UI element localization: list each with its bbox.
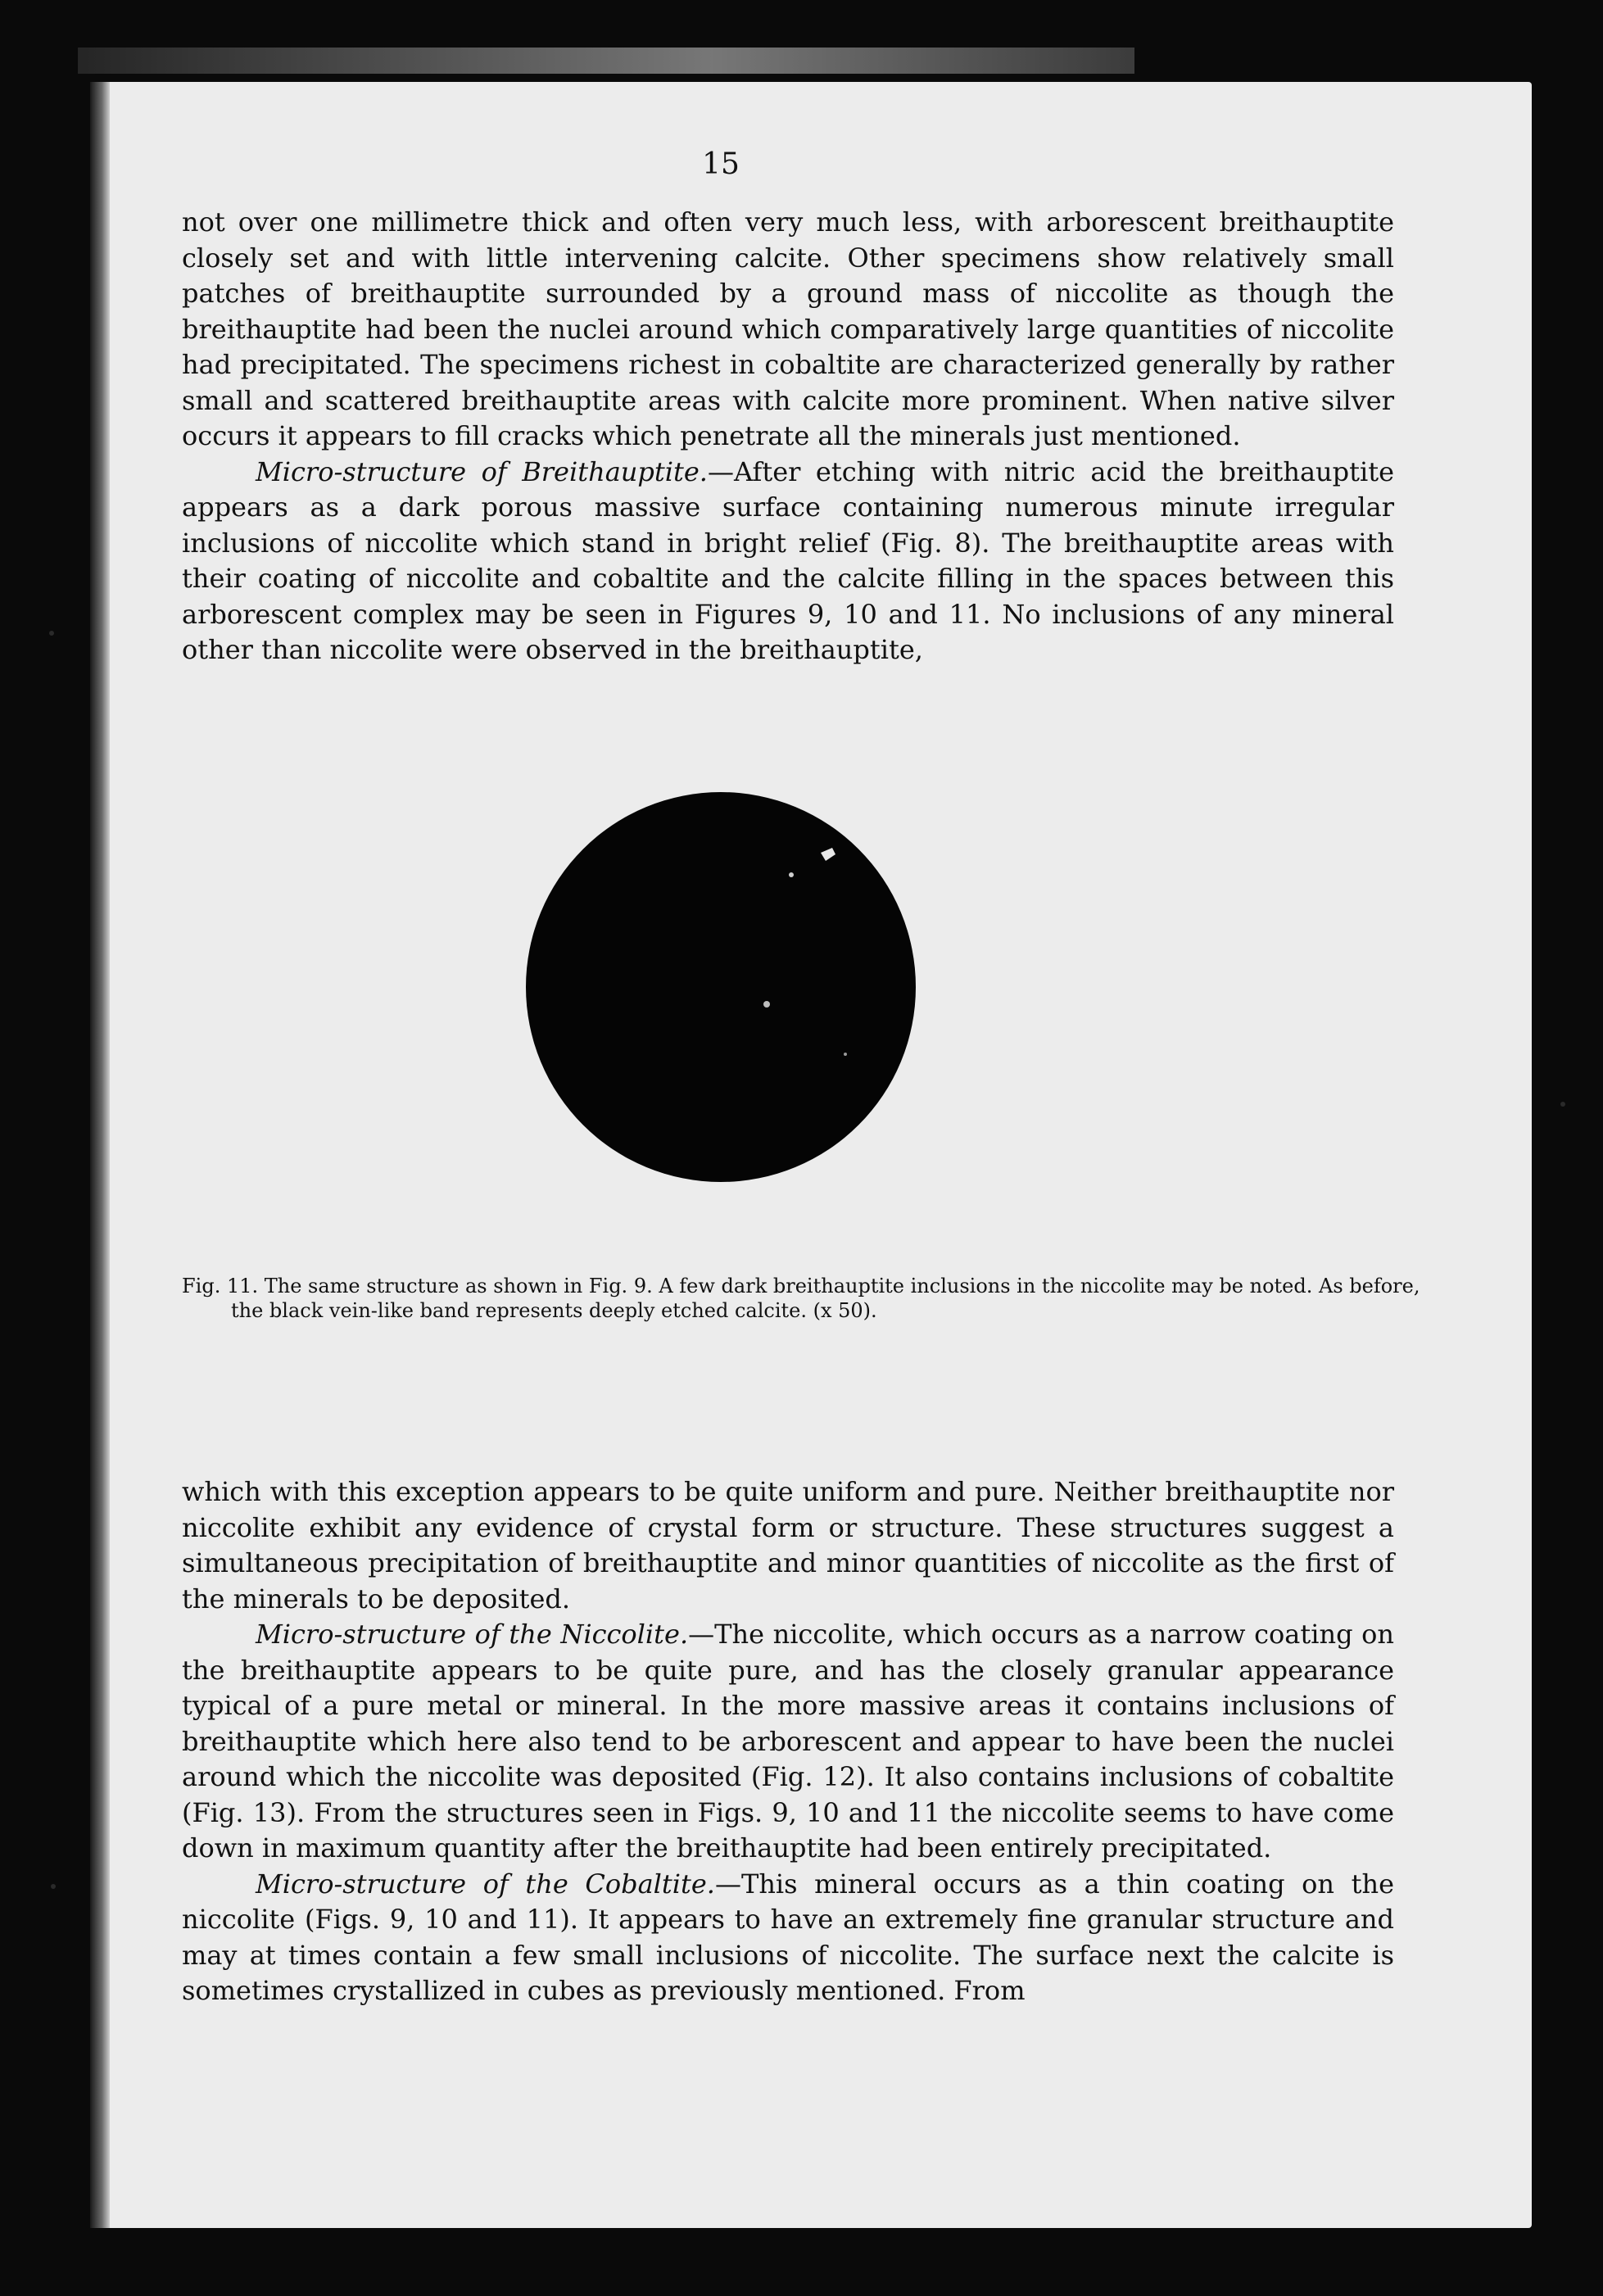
section-heading: Micro-structure of the Cobaltite.: [256, 1868, 715, 1900]
section-heading: Micro-structure of Breithauptite.: [256, 455, 708, 487]
paragraph: [182, 455, 1394, 668]
scan-top-edge: [78, 48, 1134, 74]
body-text-top: [182, 205, 1394, 668]
paragraph: [182, 1474, 1394, 1617]
page-number: 15: [702, 147, 740, 181]
binding-shadow: [90, 82, 110, 2228]
micrograph-disc: [526, 792, 916, 1182]
body-text-bottom: [182, 1474, 1394, 2009]
margin-speck: [51, 1884, 56, 1889]
paragraph: [182, 1867, 1394, 2009]
micrograph-highlight: [789, 872, 794, 877]
paragraph-text: not over one millimetre thick and often very much less, with arborescent breithauptite closely set and with little intervening calcite. Other specimens show relatively small patches of breithauptite surrounded by a ground mass of niccolite as though the breithauptite had been the nuclei around which comparatively large quantities of niccolite had precipitated. The specimens richest in cobaltite are characterized generally by rather small and scattered breithauptite areas with calcite more prominent. When native silver occurs it appears to fill cracks which penetrate all the minerals just mentioned.: [182, 206, 1394, 451]
paragraph: [182, 205, 1394, 455]
paragraph-text: —After etching with nitric acid the breithauptite appears as a dark porous massive surface containing numerous minute irregular inclusions of niccolite which stand in bright relief (Fig. 8). The breithauptite areas with their coating of niccolite and cobaltite and the calcite filling in the spaces between this arborescent complex may be seen in Figures 9, 10 and 11. No inclusions of any mineral other than niccolite were observed in the breithauptite,: [182, 455, 1395, 665]
micrograph-highlight: [844, 1053, 847, 1056]
figure-caption: Fig. 11. The same structure as shown in Fig. 9. A few dark breithauptite inclusions in the niccolite may be noted. As before, the black vein-like band represents deeply etched calcite. (x 50).: [182, 1275, 1420, 1322]
micrograph-highlight: [763, 1001, 770, 1008]
section-heading: Micro-structure of the Niccolite.: [256, 1619, 689, 1650]
paragraph-text: —The niccolite, which occurs as a narrow coating on the breithauptite appears to be quite pure, and has the closely granular appearance typical of a pure metal or mineral. In the more massive areas it contains inclusions of breithauptite which here also tend to be arborescent and appear to have been the nuclei around which the niccolite was deposited (Fig. 12). It also contains inclusions of cobaltite (Fig. 13). From the structures seen in Figs. 9, 10 and 11 the niccolite seems to have come down in maximum quantity after the breithauptite had been entirely precipitated.: [182, 1619, 1395, 1864]
micrograph-figure: [516, 782, 926, 1192]
paragraph-text: —This mineral occurs as a thin coating on the niccolite (Figs. 9, 10 and 11). It appears to have an extremely fine granular structure and may at times contain a few small inclusions of niccolite. The surface next the calcite is sometimes crystallized in cubes as previously mentioned. From: [182, 1868, 1394, 2006]
margin-speck: [49, 631, 54, 636]
margin-speck: [1560, 1102, 1565, 1107]
paragraph: [182, 1617, 1394, 1867]
paragraph-text: which with this exception appears to be quite uniform and pure. Neither breithauptite nor niccolite exhibit any evidence of crystal form or structure. These structures suggest a simultaneous precipitation of breithauptite and minor quantities of niccolite as the first of the minerals to be deposited.: [182, 1476, 1394, 1614]
